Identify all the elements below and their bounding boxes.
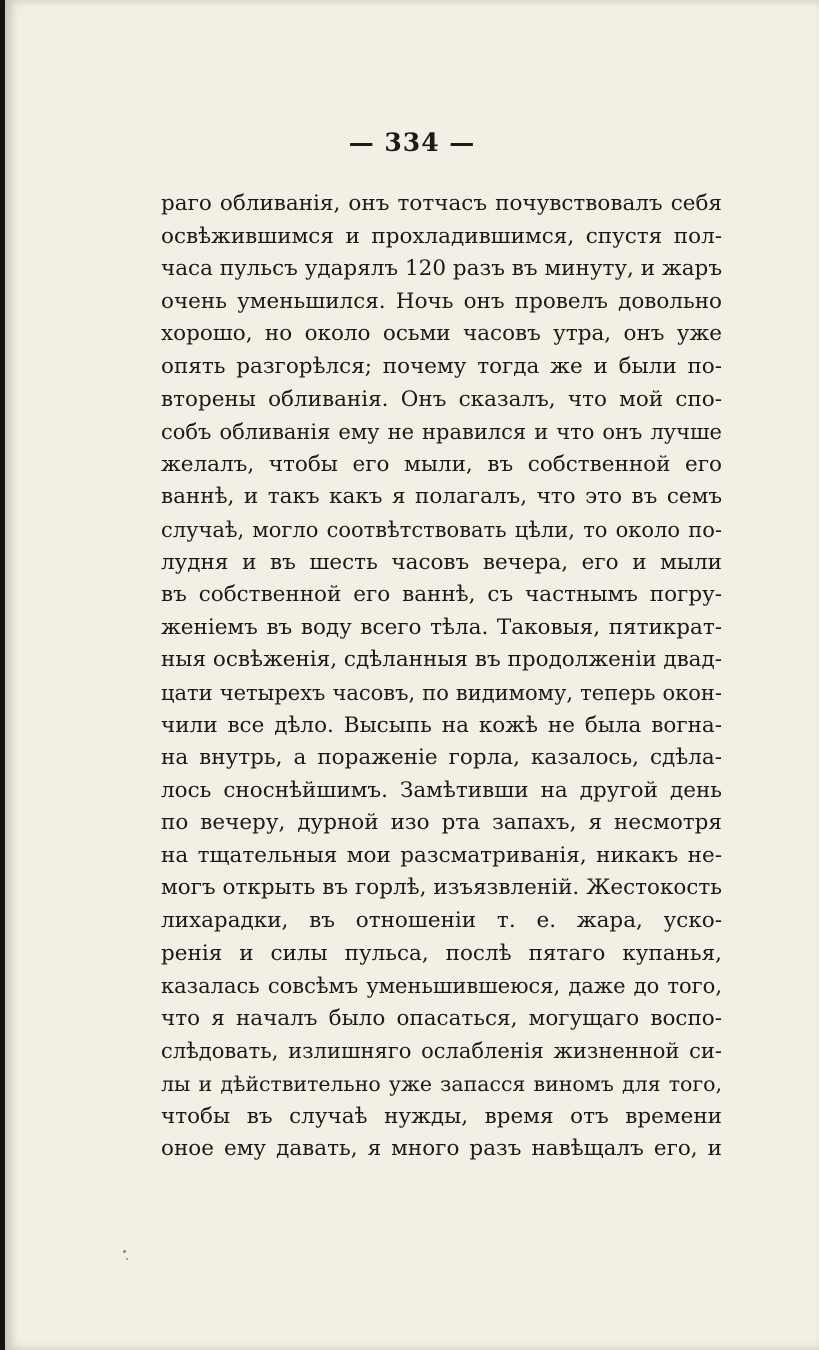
text-line: чили все дѣло. Высыпь на кожѣ не была вогна- [161, 712, 722, 738]
text-line: хорошо, но около осьми часовъ утра, онъ уже [161, 321, 722, 347]
body-text [161, 188, 722, 1166]
text-line: могъ открыть въ горлѣ, изъязвленій. Жестокость [161, 875, 722, 901]
text-line: освѣжившимся и прохладившимся, спустя пол- [161, 223, 722, 249]
text-line: лихарадки, въ отношеніи т. е. жара, уско- [161, 908, 722, 934]
text-line: въ собственной его ваннѣ, съ частнымъ погру- [161, 582, 722, 608]
text-line: ныя освѣженія, сдѣланныя въ продолженіи двад- [161, 647, 722, 673]
text-line: вторены обливанія. Онъ сказалъ, что мой спо- [161, 386, 722, 412]
text-line: что я началъ было опасаться, могущаго воспо- [161, 1005, 722, 1031]
text-line: ренія и силы пульса, послѣ пятаго купанья, [161, 940, 722, 966]
text-line: часа пульсъ ударялъ 120 разъ въ минуту, и жаръ [161, 256, 722, 282]
text-line: очень уменьшился. Ночь онъ провелъ довольно [161, 288, 722, 314]
text-line: оное ему давать, я много разъ навѣщалъ его, и [161, 1136, 722, 1162]
text-line: желалъ, чтобы его мыли, въ собственной его [161, 451, 722, 477]
book-page [5, 0, 819, 1350]
paper-speck [126, 1258, 128, 1260]
text-line: цати четырехъ часовъ, по видимому, теперь окон- [161, 680, 722, 705]
text-line: по вечеру, дурной изо рта запахъ, я несмотря [161, 810, 722, 836]
text-line: женіемъ въ воду всего тѣла. Таковыя, пятикрат- [161, 614, 722, 640]
text-line: лы и дѣйствительно уже запасся виномъ для того, [161, 1072, 722, 1097]
text-line: опять разгорѣлся; почему тогда же и были по- [161, 353, 722, 379]
text-line: ваннѣ, и такъ какъ я полагалъ, что это въ семъ [161, 484, 722, 510]
text-line: раго обливанія, онъ тотчасъ почувствовалъ себя [161, 191, 722, 216]
text-line: на внутрь, а пораженіе горла, казалось, сдѣла- [161, 745, 722, 771]
text-line: на тщательныя мои разсматриванія, никакъ не- [161, 842, 722, 868]
text-line: казалась совсѣмъ уменьшившеюся, даже до того, [161, 974, 722, 999]
text-line: чтобы въ случаѣ нужды, время отъ времени [161, 1103, 722, 1129]
text-line: лось сноснѣйшимъ. Замѣтивши на другой день [161, 777, 722, 803]
page-number: — 334 — [348, 128, 476, 157]
text-line: лудня и въ шесть часовъ вечера, его и мыли [161, 549, 722, 575]
text-line: случаѣ, могло соотвѣтствовать цѣли, то около по- [161, 517, 722, 542]
text-line: собъ обливанія ему не нравился и что онъ лучше [161, 420, 722, 445]
text-line: слѣдовать, излишняго ослабленія жизненной си- [161, 1039, 722, 1064]
paper-speck [123, 1250, 126, 1253]
